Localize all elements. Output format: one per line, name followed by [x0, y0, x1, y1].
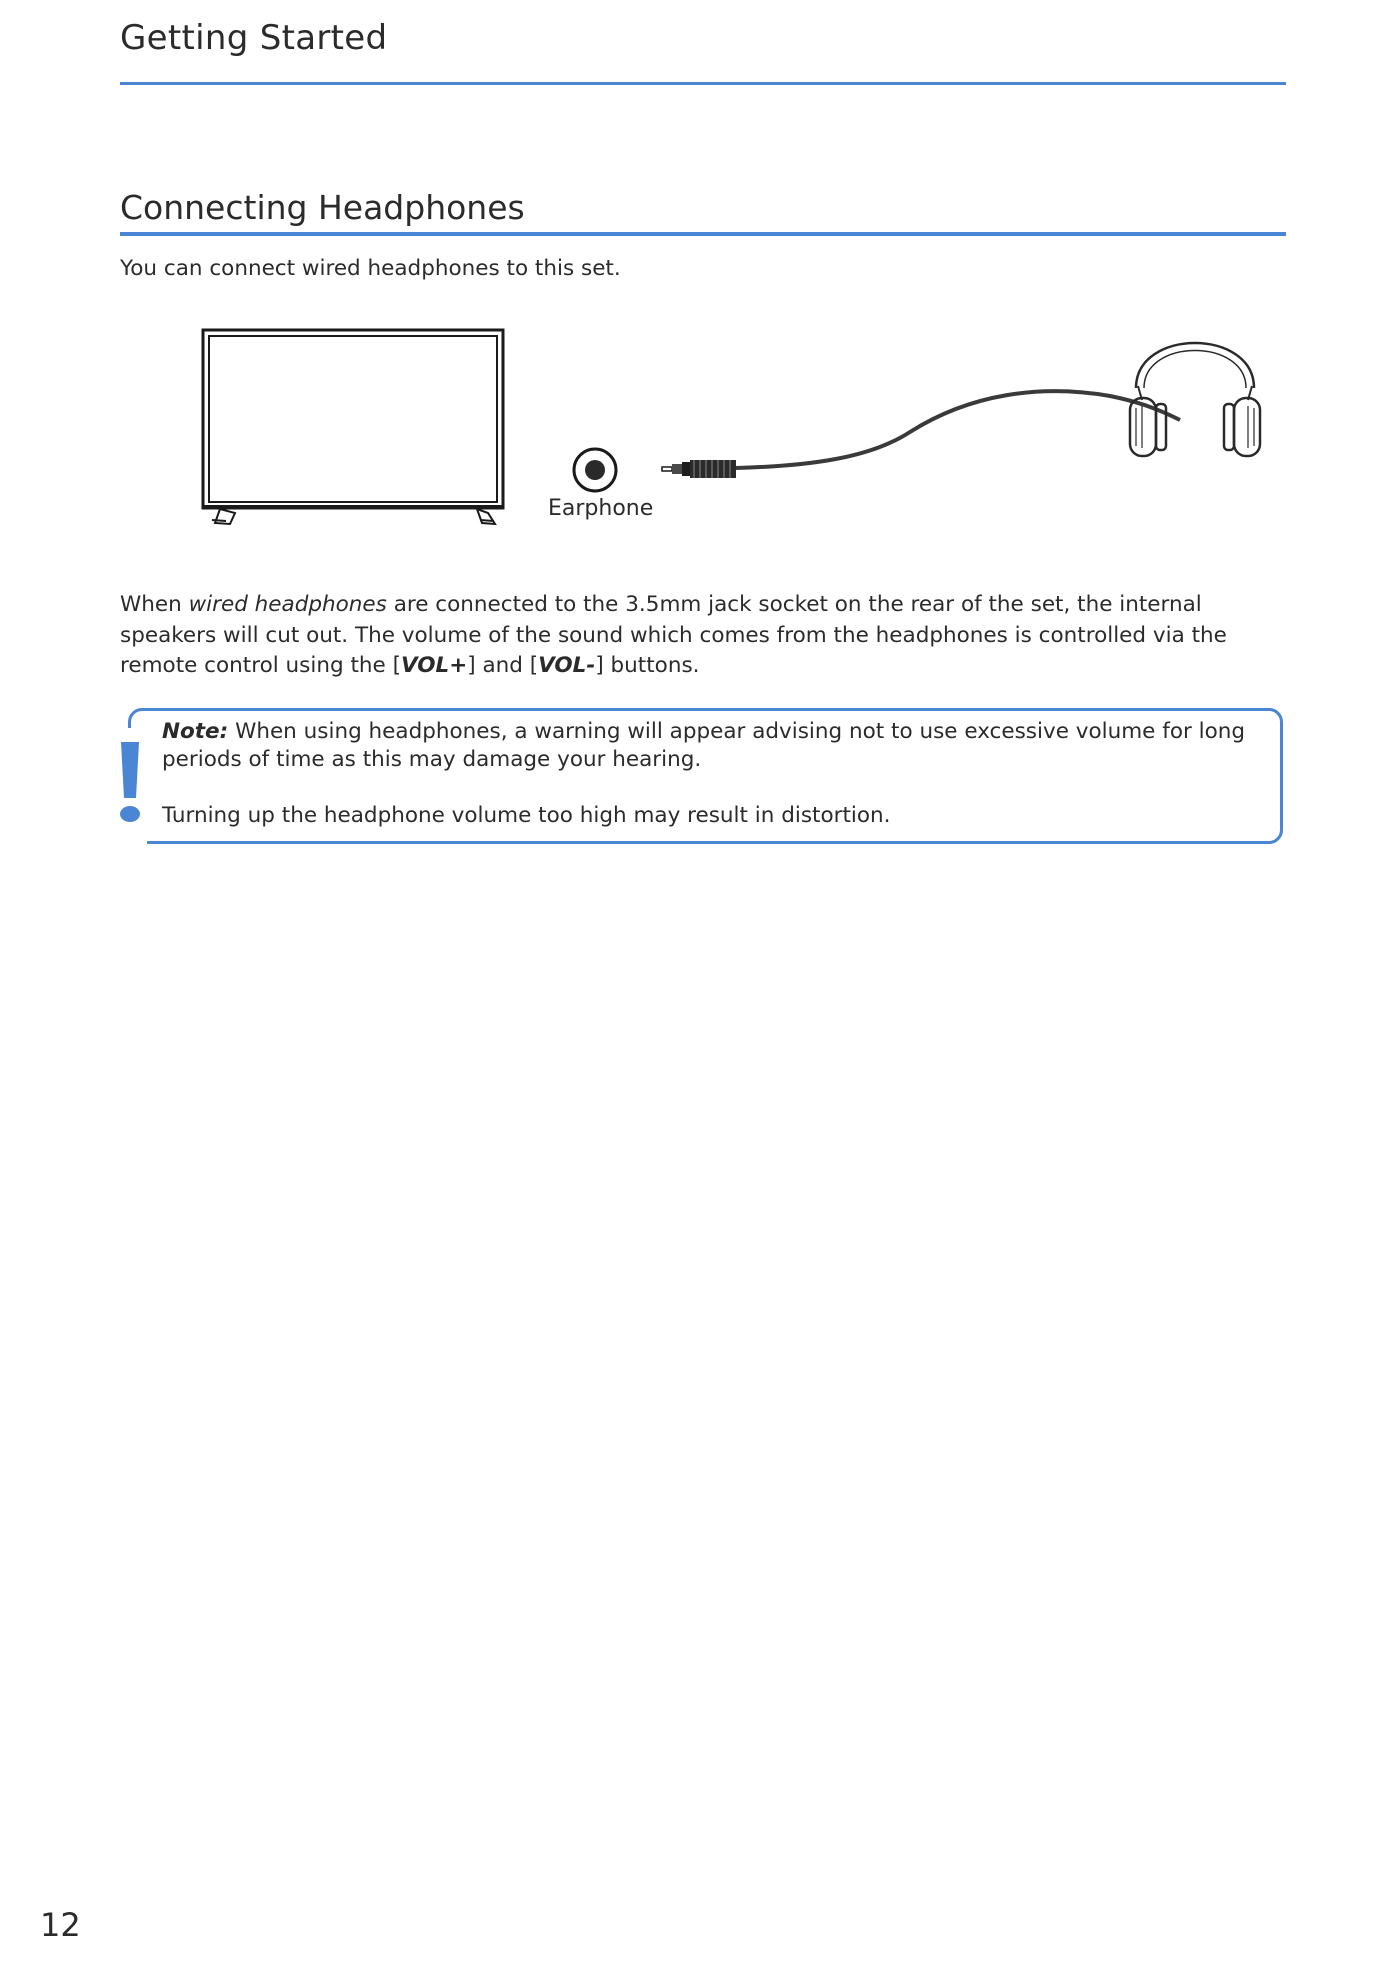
note-text-1: When using headphones, a warning will appear advising not to use excessive volume for long periods of time as this may damage your hearing. [162, 719, 1246, 772]
vol-up-label: VOL+ [400, 653, 468, 678]
header-divider [120, 82, 1286, 85]
section-title: Connecting Headphones [120, 188, 525, 227]
jack-plug-icon [662, 460, 736, 478]
body-text-b: are connected to the 3.5mm jack socket on the rear of the set, the internal speakers will cut out. The volume of the sound which comes from the headphones is controlled via the remote control using the [ [120, 592, 1227, 678]
body-paragraph [120, 590, 1286, 682]
note-label: Note: [162, 719, 229, 744]
page-number: 12 [40, 1906, 81, 1944]
earphone-jack-icon [574, 449, 616, 491]
section-divider [120, 232, 1286, 236]
headphone-cable [736, 391, 1180, 468]
body-text-d: ] buttons. [595, 653, 700, 678]
headphone-connection-figure [190, 308, 1280, 538]
intro-text: You can connect wired headphones to this set. [120, 256, 621, 281]
note-paragraph-2: Turning up the headphone volume too high may result in distortion. [162, 803, 891, 828]
body-text-emphasis: wired headphones [188, 592, 387, 617]
note-paragraph-1 [162, 718, 1262, 774]
body-text-a: When [120, 592, 189, 617]
exclamation-icon [113, 728, 147, 846]
earphone-label: Earphone [548, 496, 654, 521]
note-text [162, 718, 1262, 830]
headphones-icon [1130, 343, 1260, 456]
tv-icon [203, 330, 503, 524]
vol-down-label: VOL- [538, 653, 596, 678]
page-header-title: Getting Started [120, 18, 388, 58]
body-text-c: ] and [ [467, 653, 539, 678]
